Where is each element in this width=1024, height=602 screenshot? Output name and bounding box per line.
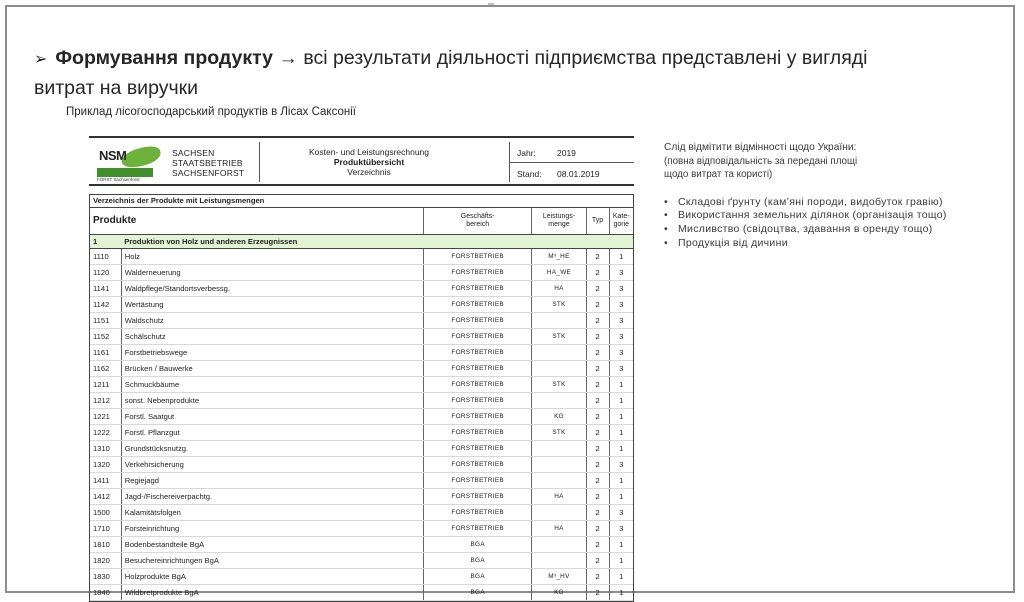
type-value: 2 (586, 329, 609, 345)
product-code: 1152 (90, 329, 121, 345)
category-value: 3 (609, 265, 633, 281)
product-code: 1162 (90, 361, 121, 377)
example-caption: Приклад лісогосподарський продуктів в Лісах Саксонії (66, 106, 356, 118)
service-quantity: HA (532, 521, 586, 537)
table-row (90, 297, 633, 313)
product-name: Grundstücksnutzg. (121, 441, 423, 457)
table-row (90, 361, 633, 377)
service-quantity: KG (532, 585, 586, 601)
product-code: 1151 (90, 313, 121, 329)
stand-value: 08.01.2019 (557, 169, 600, 179)
category-value: 1 (609, 489, 633, 505)
type-value: 2 (586, 473, 609, 489)
table-row (90, 521, 633, 537)
year-value: 2019 (557, 148, 576, 158)
column-header-products: Produkte (90, 208, 424, 235)
category-value: 1 (609, 473, 633, 489)
service-quantity (532, 457, 586, 473)
notes-subtitle: щодо витрат та користі) (664, 169, 773, 180)
type-value: 2 (586, 313, 609, 329)
table-row (90, 473, 633, 489)
type-value: 2 (586, 297, 609, 313)
product-name: Forstl. Saatgut (121, 409, 423, 425)
service-quantity (532, 313, 586, 329)
section-label: Produktion von Holz und anderen Erzeugnissen (121, 235, 633, 249)
category-value: 1 (609, 409, 633, 425)
stand-label: Stand: (517, 169, 542, 179)
table-row (90, 345, 633, 361)
service-quantity: KG (532, 409, 586, 425)
type-value: 2 (586, 393, 609, 409)
service-quantity: STK (532, 425, 586, 441)
category-value: 1 (609, 553, 633, 569)
product-code: 1212 (90, 393, 121, 409)
organisation-name (172, 148, 244, 178)
product-code: 1411 (90, 473, 121, 489)
service-quantity: STK (532, 377, 586, 393)
product-name: Schmuckbäume (121, 377, 423, 393)
product-code: 1310 (90, 441, 121, 457)
product-name: Walderneuerung (121, 265, 423, 281)
org-line: STAATSBETRIEB (172, 158, 243, 168)
year-field (517, 148, 576, 158)
category-value: 3 (609, 313, 633, 329)
column-header-kategorie: Kate- gorie (609, 208, 633, 235)
service-quantity (532, 553, 586, 569)
business-area: FORSTBETRIEB (424, 505, 532, 521)
service-quantity (532, 473, 586, 489)
product-name: Forsteinrichtung (121, 521, 423, 537)
type-value: 2 (586, 281, 609, 297)
title-line-bold: Produktübersicht (333, 157, 405, 167)
business-area: FORSTBETRIEB (424, 361, 532, 377)
stand-field (517, 169, 600, 179)
product-code: 1120 (90, 265, 121, 281)
service-quantity: HA_WE (532, 265, 586, 281)
notes-subtitle: (повна відповідальність за передані площі (664, 155, 858, 167)
type-value: 2 (586, 441, 609, 457)
category-value: 3 (609, 281, 633, 297)
type-value: 2 (586, 553, 609, 569)
notes-list (664, 196, 1004, 251)
document-title (269, 147, 469, 177)
service-quantity: HA (532, 281, 586, 297)
heading-bold: Формування продукту (55, 47, 274, 69)
product-code: 1820 (90, 553, 121, 569)
logo-subtext: FORST Sachsenforst (97, 177, 140, 182)
right-arrow-icon: → (278, 47, 298, 69)
product-code: 1161 (90, 345, 121, 361)
service-quantity (532, 505, 586, 521)
product-name: sonst. Nebenprodukte (121, 393, 423, 409)
product-code: 1221 (90, 409, 121, 425)
product-code: 1211 (90, 377, 121, 393)
slide-heading (34, 44, 914, 102)
type-value: 2 (586, 265, 609, 281)
type-value: 2 (586, 345, 609, 361)
category-value: 1 (609, 569, 633, 585)
product-code: 1412 (90, 489, 121, 505)
type-value: 2 (586, 537, 609, 553)
business-area: FORSTBETRIEB (424, 457, 532, 473)
business-area: FORSTBETRIEB (424, 521, 532, 537)
category-value: 3 (609, 329, 633, 345)
business-area: FORSTBETRIEB (424, 329, 532, 345)
product-name: Schälschutz (121, 329, 423, 345)
table-title: Verzeichnis der Produkte mit Leistungsmengen (90, 195, 633, 208)
section-row (90, 235, 633, 249)
table-row (90, 585, 633, 601)
table-row (90, 457, 633, 473)
type-value: 2 (586, 457, 609, 473)
product-code: 1810 (90, 537, 121, 553)
product-name: Holzprodukte BgA (121, 569, 423, 585)
product-name: Waldpflege/Standortsverbessg. (121, 281, 423, 297)
header-divider (259, 142, 260, 182)
product-code: 1500 (90, 505, 121, 521)
service-quantity: HA (532, 489, 586, 505)
business-area: FORSTBETRIEB (424, 249, 532, 265)
header-divider (509, 162, 634, 163)
business-area: FORSTBETRIEB (424, 425, 532, 441)
title-line: Kosten- und Leistungsrechnung (308, 147, 430, 157)
category-value: 1 (609, 585, 633, 601)
product-code: 1840 (90, 585, 121, 601)
list-item: • Використання земельних ділянок (організація тощо) (664, 209, 1004, 223)
column-header-typ: Typ (586, 208, 609, 235)
table-row (90, 441, 633, 457)
heading-rest: всі результати діяльності підприємства представлені у вигляді витрат на виручки (34, 47, 868, 99)
table-row (90, 505, 633, 521)
service-quantity (532, 441, 586, 457)
product-code: 1320 (90, 457, 121, 473)
category-value: 3 (609, 361, 633, 377)
column-header-bereich: Geschäfts- bereich (424, 208, 532, 235)
product-name: Jagd-/Fischereiverpachtg. (121, 489, 423, 505)
business-area: FORSTBETRIEB (424, 393, 532, 409)
service-quantity: M³_HV (532, 569, 586, 585)
service-quantity: STK (532, 297, 586, 313)
table-row (90, 281, 633, 297)
table-row (90, 329, 633, 345)
product-code: 1710 (90, 521, 121, 537)
product-name: Holz (121, 249, 423, 265)
column-header-menge: Leistungs- menge (532, 208, 586, 235)
product-document (89, 136, 634, 597)
table-row (90, 409, 633, 425)
category-value: 3 (609, 297, 633, 313)
section-code: 1 (90, 235, 121, 249)
product-table (89, 194, 634, 602)
business-area: FORSTBETRIEB (424, 313, 532, 329)
list-item: • Складові ґрунту (кам’яні породи, видобуток гравію) (664, 196, 1004, 210)
document-header (89, 136, 634, 186)
product-code: 1222 (90, 425, 121, 441)
title-line: Verzeichnis (347, 167, 391, 177)
table-row (90, 393, 633, 409)
product-name: Verkehrsicherung (121, 457, 423, 473)
product-name: Forstbetriebswege (121, 345, 423, 361)
table-row (90, 313, 633, 329)
business-area: BGA (424, 585, 532, 601)
nsm-logo (95, 146, 165, 182)
type-value: 2 (586, 377, 609, 393)
logo-bar (97, 168, 153, 177)
type-value: 2 (586, 489, 609, 505)
business-area: FORSTBETRIEB (424, 473, 532, 489)
category-value: 3 (609, 521, 633, 537)
table-row (90, 249, 633, 265)
table-row (90, 569, 633, 585)
list-item: • Мисливство (свідоцтва, здавання в оренду тощо) (664, 223, 1004, 237)
year-label: Jahr: (517, 148, 536, 158)
arrow-bullet-icon: ➢ (34, 51, 48, 68)
category-value: 1 (609, 537, 633, 553)
type-value: 2 (586, 505, 609, 521)
service-quantity (532, 345, 586, 361)
table-row (90, 537, 633, 553)
service-quantity (532, 361, 586, 377)
business-area: FORSTBETRIEB (424, 489, 532, 505)
notes-panel (664, 141, 1004, 251)
logo-text: NSM (99, 148, 127, 163)
service-quantity: STK (532, 329, 586, 345)
business-area: BGA (424, 537, 532, 553)
business-area: FORSTBETRIEB (424, 297, 532, 313)
business-area: FORSTBETRIEB (424, 345, 532, 361)
product-name: Regiejagd (121, 473, 423, 489)
type-value: 2 (586, 409, 609, 425)
product-name: Wildbretprodukte BgA (121, 585, 423, 601)
category-value: 1 (609, 393, 633, 409)
type-value: 2 (586, 569, 609, 585)
product-name: Wertästung (121, 297, 423, 313)
product-name: Kalamitätsfolgen (121, 505, 423, 521)
business-area: FORSTBETRIEB (424, 441, 532, 457)
type-value: 2 (586, 361, 609, 377)
product-name: Besuchereinrichtungen BgA (121, 553, 423, 569)
business-area: FORSTBETRIEB (424, 409, 532, 425)
org-line: SACHSEN (172, 148, 215, 158)
notes-title: Слід відмітити відмінності щодо України: (664, 142, 857, 153)
product-name: Waldschutz (121, 313, 423, 329)
business-area: BGA (424, 569, 532, 585)
product-code: 1141 (90, 281, 121, 297)
business-area: FORSTBETRIEB (424, 265, 532, 281)
type-value: 2 (586, 425, 609, 441)
product-name: Bodenbestandteile BgA (121, 537, 423, 553)
product-code: 1110 (90, 249, 121, 265)
table-row (90, 553, 633, 569)
product-code: 1142 (90, 297, 121, 313)
service-quantity: M³_HE (532, 249, 586, 265)
table-row (90, 489, 633, 505)
category-value: 1 (609, 377, 633, 393)
category-value: 3 (609, 457, 633, 473)
table-row (90, 265, 633, 281)
service-quantity (532, 393, 586, 409)
category-value: 3 (609, 505, 633, 521)
category-value: 1 (609, 441, 633, 457)
table-row (90, 377, 633, 393)
business-area: FORSTBETRIEB (424, 281, 532, 297)
category-value: 1 (609, 425, 633, 441)
top-mark (488, 3, 494, 5)
table-row (90, 425, 633, 441)
product-code: 1830 (90, 569, 121, 585)
type-value: 2 (586, 585, 609, 601)
type-value: 2 (586, 249, 609, 265)
business-area: BGA (424, 553, 532, 569)
type-value: 2 (586, 521, 609, 537)
business-area: FORSTBETRIEB (424, 377, 532, 393)
product-name: Brücken / Bauwerke (121, 361, 423, 377)
category-value: 1 (609, 249, 633, 265)
product-name: Forstl. Pflanzgut (121, 425, 423, 441)
org-line: SACHSENFORST (172, 168, 245, 178)
service-quantity (532, 537, 586, 553)
category-value: 3 (609, 345, 633, 361)
list-item: • Продукція від дичини (664, 237, 1004, 251)
